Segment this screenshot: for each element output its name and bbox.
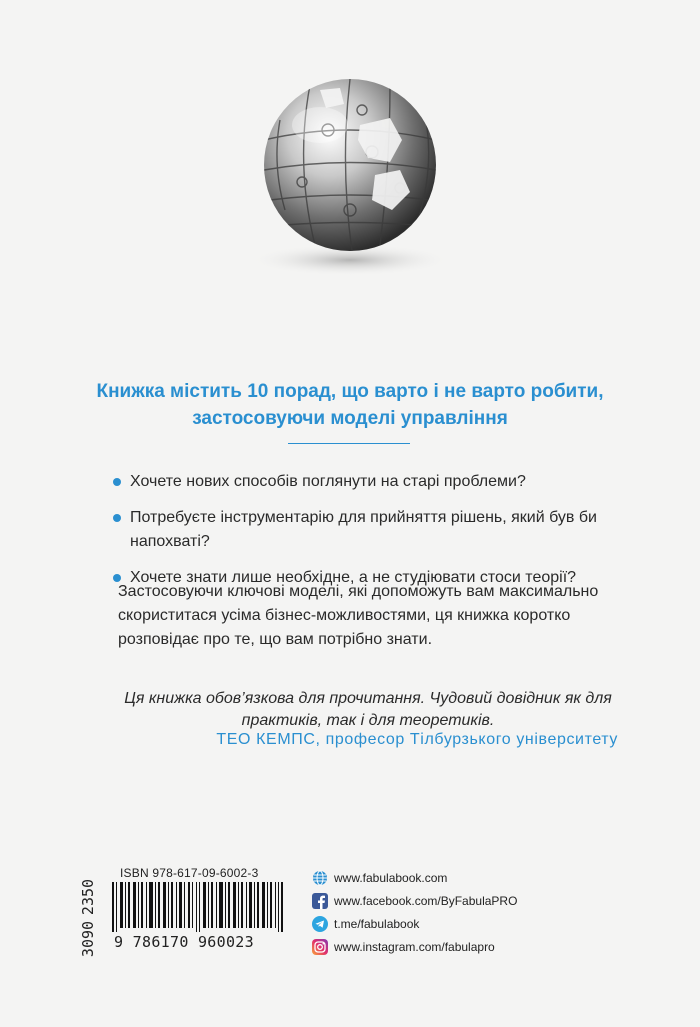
publisher-links <box>312 866 517 958</box>
headline-line-2: застосовуючи моделі управління <box>192 408 508 429</box>
headline <box>60 378 640 432</box>
list-item <box>110 506 630 554</box>
bullet-dot-icon <box>113 514 121 522</box>
link-text: t.me/fabulabook <box>334 916 420 931</box>
divider <box>288 443 410 444</box>
instagram-icon <box>312 939 328 955</box>
isbn-text: ISBN 978-617-09-6002-3 <box>120 866 259 880</box>
review-quote: Ця книжка обов’язкова для прочитання. Чудовий довідник як для практиків, так і для теоретиків. <box>124 690 612 729</box>
link-text: www.fabulabook.com <box>334 870 448 885</box>
bullet-dot-icon <box>113 478 121 486</box>
facebook-icon <box>312 893 328 909</box>
ean-number: 9 786170 960023 <box>114 933 254 951</box>
side-digits-1: 2350 <box>79 878 98 916</box>
quote-attribution: ТЕО КЕМПС, професор Тілбурзького університету <box>216 731 618 748</box>
bullet-text: Хочете нових способів поглянути на старі проблеми? <box>130 473 526 490</box>
barcode-side-digits <box>79 870 106 960</box>
side-digits-2: 3090 <box>79 920 98 958</box>
puzzle-globe-image <box>240 70 460 290</box>
bullet-text: Хочете знати лише необхідне, а не студіювати стоси теорії? <box>130 569 577 586</box>
bullet-text: Потребуєте інструментарію для прийняття рішень, який був би напохваті? <box>130 509 597 550</box>
telegram-icon <box>312 916 328 932</box>
headline-line-1: Книжка містить 10 порад, що варто і не варто робити, <box>96 381 604 402</box>
barcode-image <box>112 882 292 932</box>
link-text: www.facebook.com/ByFabulaPRO <box>334 893 518 908</box>
link-website[interactable] <box>312 866 517 889</box>
link-facebook[interactable] <box>312 889 517 912</box>
globe-icon <box>312 870 328 886</box>
link-instagram[interactable] <box>312 935 517 958</box>
link-telegram[interactable] <box>312 912 517 935</box>
link-text: www.instagram.com/fabulapro <box>334 939 495 954</box>
description-paragraph: Застосовуючи ключові моделі, які допоможуть вам максимально скориститася усіма бізнес-можливостями, ця книжка коротко розповідає про те, що вам потрібно знати. <box>118 583 599 648</box>
list-item <box>110 470 630 494</box>
